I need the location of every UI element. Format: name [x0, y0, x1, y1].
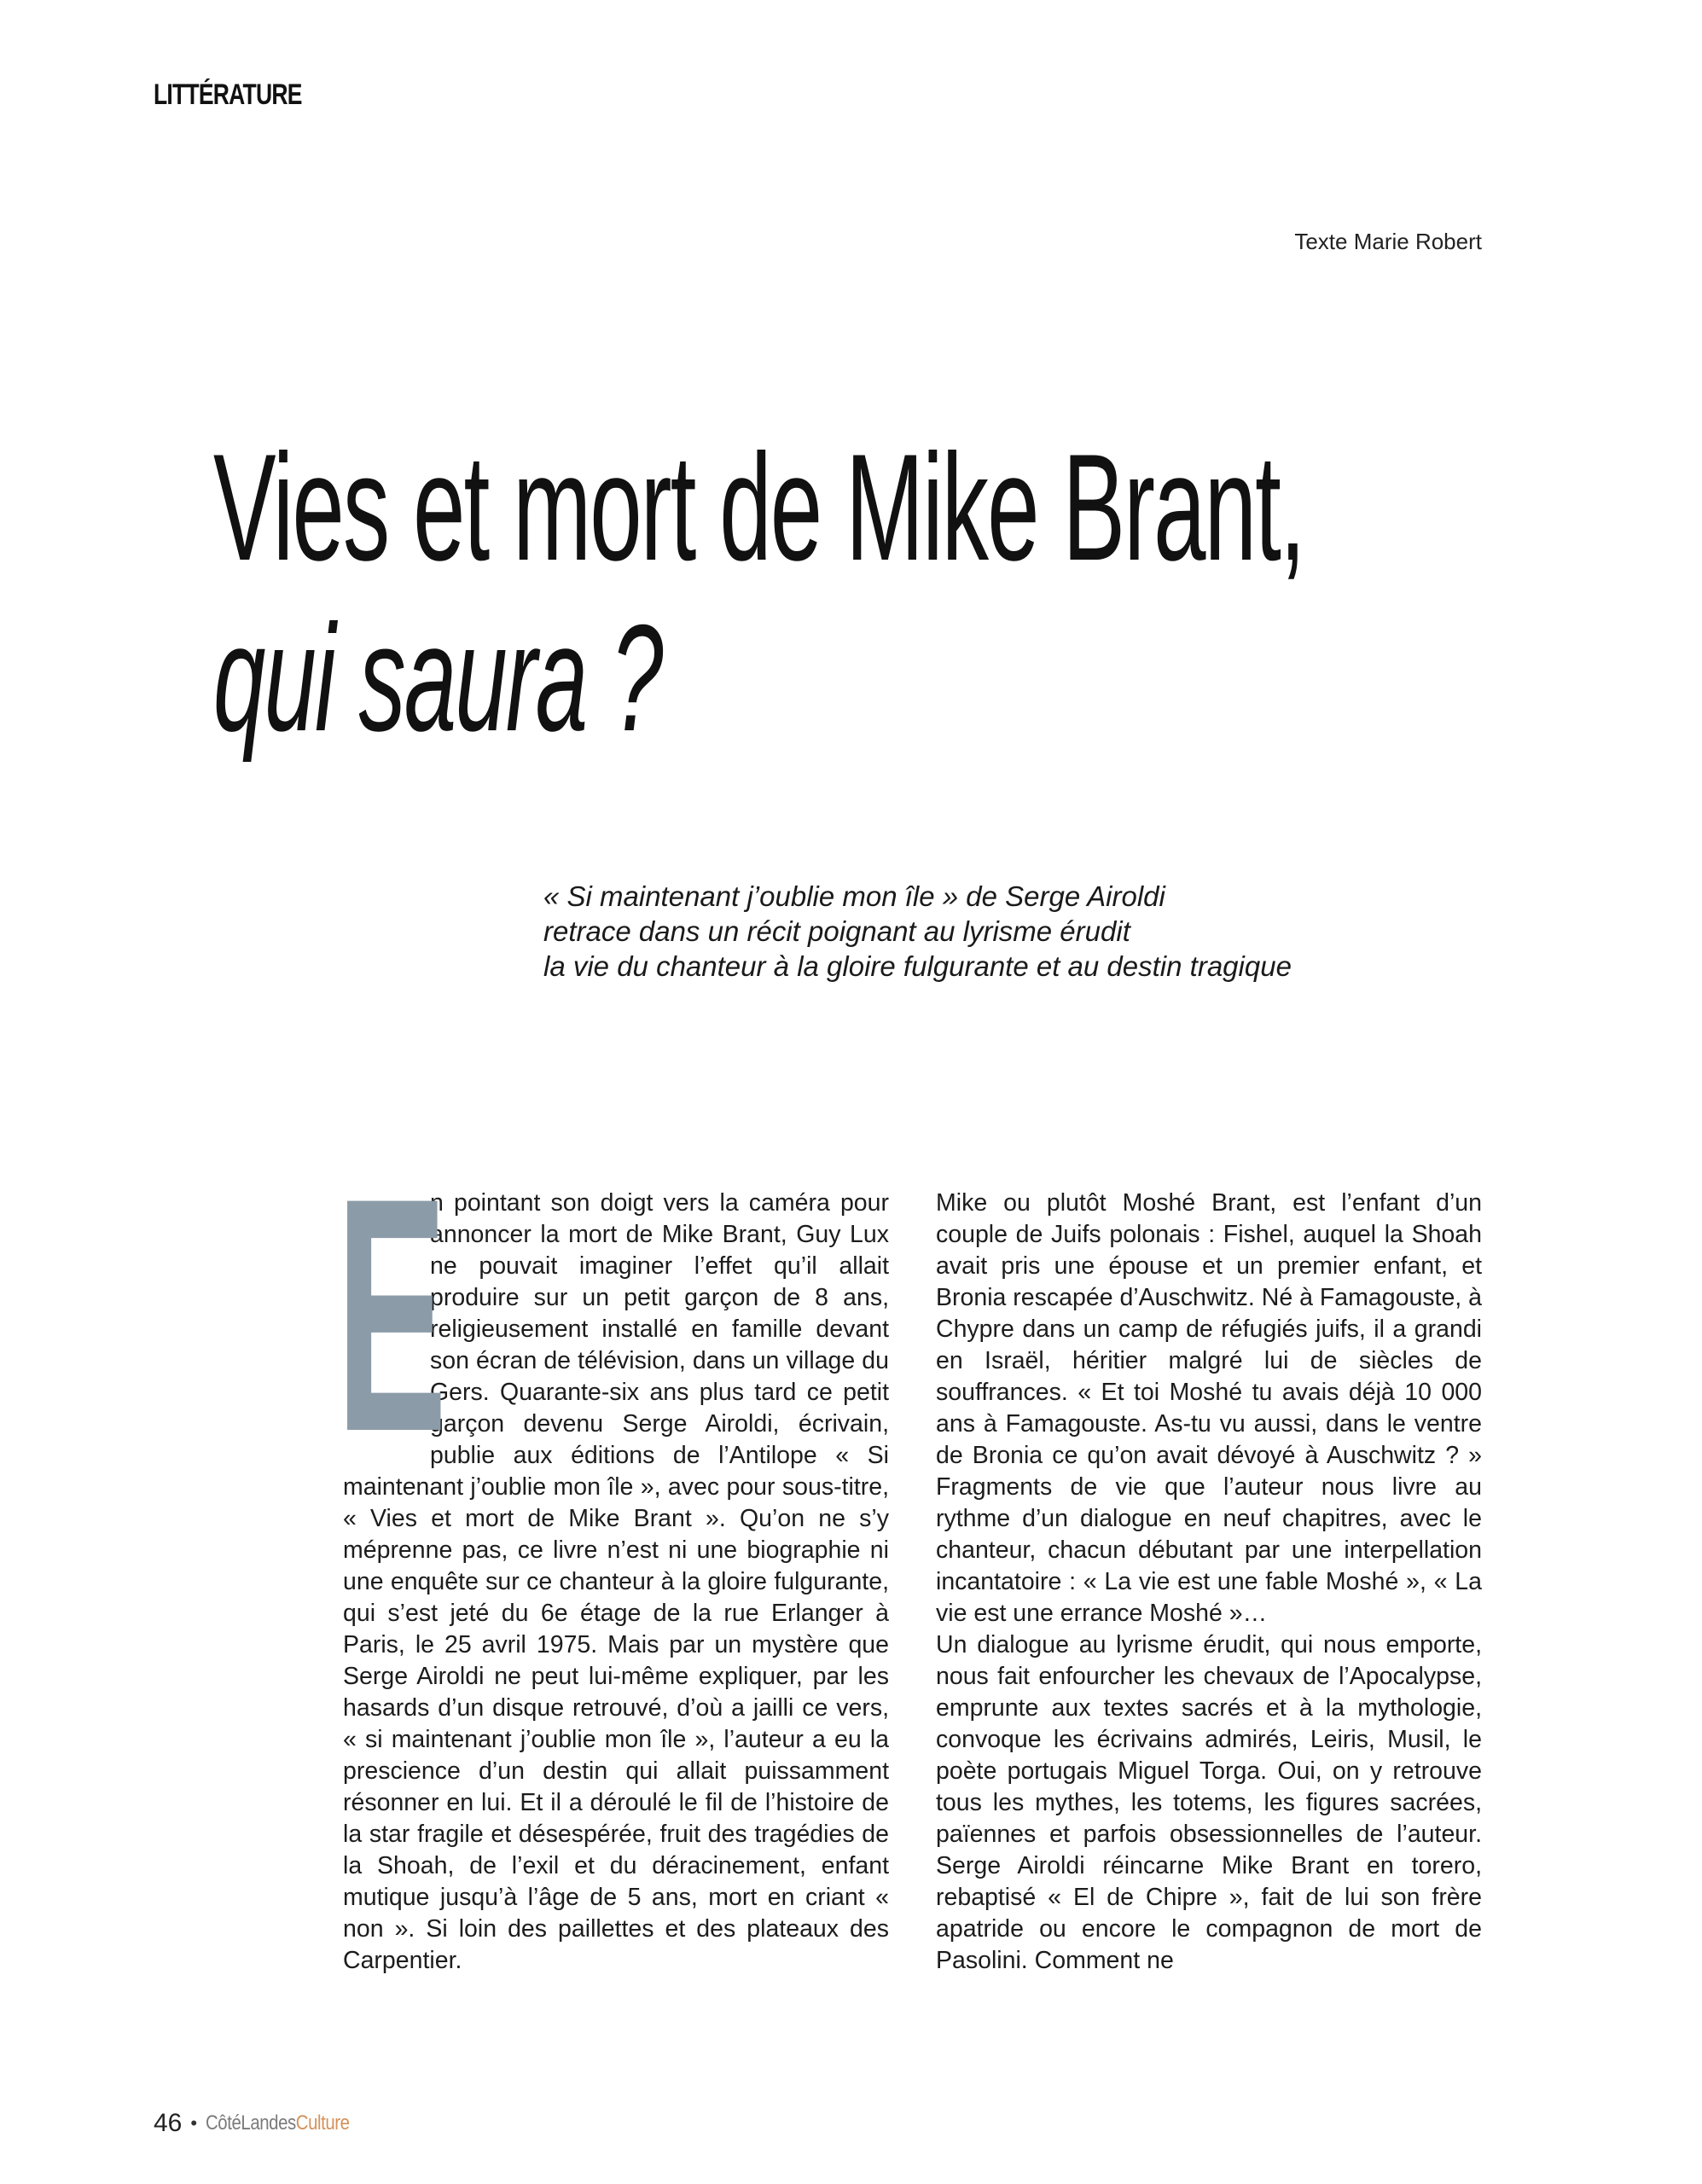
left-column-text: n pointant son doigt vers la caméra pour annoncer la mort de Mike Brant, Guy Lux ne pouvait imaginer l’effet qu’il allait produire sur un petit garçon de 8 ans, religieusement installé en famille devant son écran de télévision, dans un village du Gers. Quarante-six ans plus tard ce petit garçon devenu Serge Airoldi, écrivain, publie aux éditions de l’Antilope « Si maintenant j’oublie mon île », avec pour sous-titre, « Vies et mort de Mike Brant ». Qu’on ne s’y méprenne pas, ce livre n’est ni une biographie ni une enquête sur ce chanteur à la gloire fulgurante, qui s’est jeté du 6e étage de la rue Erlanger à Paris, le 25 avril 1975. Mais par un mystère que Serge Airoldi ne peut lui-même expliquer, par les hasards d’un disque retrouvé, d’où a jailli ce vers, « si maintenant j’oublie mon île », l’auteur a eu la prescience d’un destin qui allait puissamment résonner en lui. Et il a déroulé le fil de l’histoire de la star fragile et désespérée, fruit des tragédies de la Shoah, de l’exil et du déracinement, enfant mutique jusqu’à l’âge de 5 ans, mort en criant « non ». Si loin des paillettes et des plateaux des Carpentier. [343, 1189, 889, 1974]
footer-separator: • [190, 2112, 198, 2134]
magazine-name [206, 2111, 350, 2135]
author-byline: Texte Marie Robert [1294, 229, 1482, 254]
title-line-2: qui saura ? [213, 593, 662, 763]
page-footer [154, 2109, 375, 2138]
section-label: LITTÉRATURE [154, 78, 302, 111]
article-title [213, 422, 1304, 764]
article-column-left [336, 1129, 889, 1977]
article-column-right [936, 1188, 1482, 1977]
lead-line-2: retrace dans un récit poignant au lyrisme érudit [543, 915, 1130, 947]
title-line-1: Vies et mort de Mike Brant, [213, 422, 1304, 592]
right-column-paragraph-2: Un dialogue au lyrisme érudit, qui nous emporte, nous fait enfourcher les chevaux de l’Apocalypse, emprunte aux textes sacrés et à la mythologie, convoque les écrivains admirés, Leiris, Musil, le poète portugais Miguel Torga. Oui, on y retrouve tous les mythes, les totems, les figures sacrées, païennes et parfois obsessionnelles de l’auteur. Serge Airoldi réincarne Mike Brant en torero, rebaptisé « El de Chipre », fait de lui son frère apatride ou encore le compagnon de mort de Pasolini. Comment ne [936, 1631, 1482, 1974]
page-number: 46 [154, 2109, 183, 2137]
magazine-name-part-1: Côté [206, 2111, 241, 2135]
lead-line-3: la vie du chanteur à la gloire fulgurante et au destin tragique [543, 950, 1292, 982]
magazine-name-part-2: Landes [241, 2111, 296, 2135]
right-column-paragraph-1: Mike ou plutôt Moshé Brant, est l’enfant d’un couple de Juifs polonais : Fishel, auquel la Shoah avait pris une épouse et un premier enfant, et Bronia rescapée d’Auschwitz. Né à Famagouste, à Chypre dans un camp de réfugiés juifs, il a grandi en Israël, héritier malgré lui de siècles de souffrances. « Et toi Moshé tu avais déjà 10 000 ans à Famagouste. As-tu vu aussi, dans le ventre de Bronia ce qu’on avait dévoyé à Auschwitz ? » Fragments de vie que l’auteur nous livre au rythme d’un dialogue en neuf chapitres, avec le chanteur, chacun débutant par une interpellation incantatoire : « La vie est une fable Moshé », « La vie est une errance Moshé »… [936, 1189, 1482, 1627]
drop-cap: E [336, 1129, 448, 1501]
magazine-name-part-3: Culture [295, 2111, 350, 2135]
article-lead [543, 879, 1292, 984]
lead-line-1: « Si maintenant j’oublie mon île » de Serge Airoldi [543, 880, 1165, 912]
